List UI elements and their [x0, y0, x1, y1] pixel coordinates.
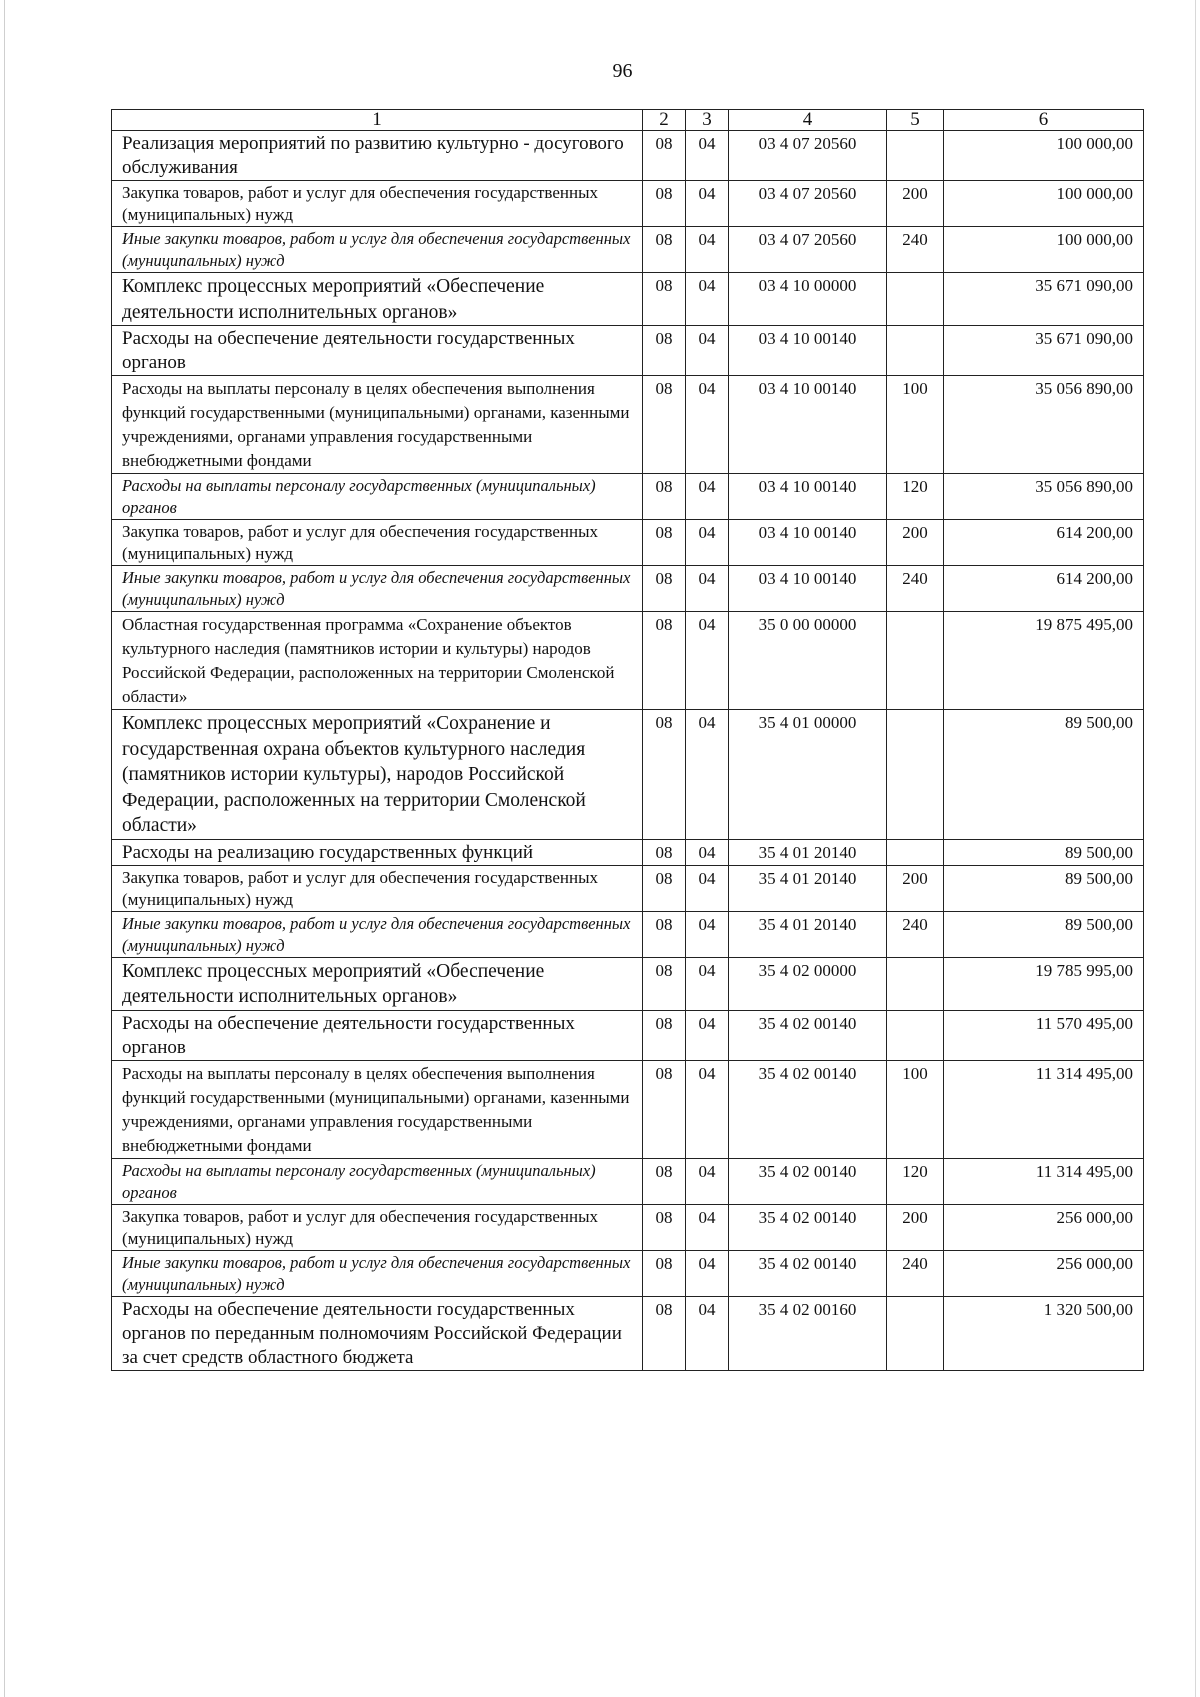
- row-name-cell: Закупка товаров, работ и услуг для обеспечения государственных (муниципальных) нужд: [112, 865, 643, 911]
- row-subsection-cell: 04: [686, 520, 729, 566]
- row-section-cell: 08: [643, 612, 686, 710]
- row-expense-type-cell: [887, 131, 944, 181]
- row-expense-type-cell: 240: [887, 911, 944, 957]
- column-header: 1: [112, 110, 643, 131]
- row-expense-type-cell: [887, 1296, 944, 1370]
- budget-table: [111, 109, 1144, 1371]
- table-row: [112, 376, 1144, 474]
- row-target-code-cell: 03 4 07 20560: [729, 227, 887, 273]
- row-subsection-cell: 04: [686, 566, 729, 612]
- row-target-code-cell: 35 4 02 00140: [729, 1250, 887, 1296]
- row-name-cell: Закупка товаров, работ и услуг для обеспечения государственных (муниципальных) нужд: [112, 181, 643, 227]
- row-expense-type-cell: 200: [887, 181, 944, 227]
- row-section-cell: 08: [643, 474, 686, 520]
- row-name-cell: Расходы на выплаты персоналу в целях обеспечения выполнения функций государственными (муниципальными) органами, казенными учреждениями, органами управления государственными внебюджетными фондами: [112, 1060, 643, 1158]
- table-row: [112, 1158, 1144, 1204]
- row-target-code-cell: 03 4 10 00140: [729, 520, 887, 566]
- row-amount-cell: 614 200,00: [944, 566, 1144, 612]
- row-target-code-cell: 35 4 02 00140: [729, 1204, 887, 1250]
- row-section-cell: 08: [643, 326, 686, 376]
- row-expense-type-cell: 100: [887, 1060, 944, 1158]
- row-section-cell: 08: [643, 911, 686, 957]
- row-expense-type-cell: 240: [887, 566, 944, 612]
- column-header: 4: [729, 110, 887, 131]
- row-name-cell: Иные закупки товаров, работ и услуг для обеспечения государственных (муниципальных) нужд: [112, 227, 643, 273]
- row-name-cell: Реализация мероприятий по развитию культурно - досугового обслуживания: [112, 131, 643, 181]
- row-amount-cell: 100 000,00: [944, 181, 1144, 227]
- row-name-cell: Комплекс процессных мероприятий «Сохранение и государственная охрана объектов культурного наследия (памятников истории культуры), народов Российской Федерации, расположенных на территории Смоленской области»: [112, 710, 643, 840]
- row-expense-type-cell: [887, 326, 944, 376]
- table-row: [112, 1060, 1144, 1158]
- row-section-cell: 08: [643, 1296, 686, 1370]
- row-section-cell: 08: [643, 566, 686, 612]
- row-amount-cell: 19 875 495,00: [944, 612, 1144, 710]
- row-section-cell: 08: [643, 839, 686, 865]
- row-name-cell: Иные закупки товаров, работ и услуг для обеспечения государственных (муниципальных) нужд: [112, 1250, 643, 1296]
- row-amount-cell: 35 671 090,00: [944, 326, 1144, 376]
- row-target-code-cell: 03 4 10 00140: [729, 474, 887, 520]
- row-amount-cell: 256 000,00: [944, 1250, 1144, 1296]
- row-amount-cell: 1 320 500,00: [944, 1296, 1144, 1370]
- table-row: [112, 1250, 1144, 1296]
- row-subsection-cell: 04: [686, 1250, 729, 1296]
- row-name-cell: Закупка товаров, работ и услуг для обеспечения государственных (муниципальных) нужд: [112, 520, 643, 566]
- page-number: 96: [612, 60, 633, 82]
- row-expense-type-cell: 200: [887, 1204, 944, 1250]
- row-section-cell: 08: [643, 273, 686, 326]
- row-expense-type-cell: 120: [887, 1158, 944, 1204]
- row-subsection-cell: 04: [686, 376, 729, 474]
- table-row: [112, 1010, 1144, 1060]
- row-subsection-cell: 04: [686, 612, 729, 710]
- row-subsection-cell: 04: [686, 865, 729, 911]
- row-name-cell: Расходы на выплаты персоналу государственных (муниципальных) органов: [112, 1158, 643, 1204]
- table-row: [112, 474, 1144, 520]
- row-subsection-cell: 04: [686, 326, 729, 376]
- row-section-cell: 08: [643, 131, 686, 181]
- row-section-cell: 08: [643, 1158, 686, 1204]
- row-subsection-cell: 04: [686, 227, 729, 273]
- row-name-cell: Закупка товаров, работ и услуг для обеспечения государственных (муниципальных) нужд: [112, 1204, 643, 1250]
- row-expense-type-cell: [887, 612, 944, 710]
- row-amount-cell: 11 314 495,00: [944, 1060, 1144, 1158]
- row-subsection-cell: 04: [686, 839, 729, 865]
- row-subsection-cell: 04: [686, 181, 729, 227]
- column-header: 3: [686, 110, 729, 131]
- row-section-cell: 08: [643, 1204, 686, 1250]
- row-subsection-cell: 04: [686, 1060, 729, 1158]
- row-amount-cell: 11 314 495,00: [944, 1158, 1144, 1204]
- row-amount-cell: 89 500,00: [944, 911, 1144, 957]
- table-row: [112, 911, 1144, 957]
- row-subsection-cell: 04: [686, 474, 729, 520]
- row-expense-type-cell: 100: [887, 376, 944, 474]
- row-subsection-cell: 04: [686, 1204, 729, 1250]
- row-amount-cell: 89 500,00: [944, 865, 1144, 911]
- row-target-code-cell: 03 4 10 00000: [729, 273, 887, 326]
- row-expense-type-cell: [887, 710, 944, 840]
- row-name-cell: Расходы на обеспечение деятельности государственных органов: [112, 326, 643, 376]
- row-section-cell: 08: [643, 376, 686, 474]
- row-subsection-cell: 04: [686, 1158, 729, 1204]
- table-row: [112, 181, 1144, 227]
- table-row: [112, 520, 1144, 566]
- table-row: [112, 710, 1144, 840]
- column-header: 5: [887, 110, 944, 131]
- row-subsection-cell: 04: [686, 1296, 729, 1370]
- row-subsection-cell: 04: [686, 710, 729, 840]
- row-amount-cell: 35 671 090,00: [944, 273, 1144, 326]
- row-amount-cell: 614 200,00: [944, 520, 1144, 566]
- row-expense-type-cell: 200: [887, 520, 944, 566]
- row-amount-cell: 11 570 495,00: [944, 1010, 1144, 1060]
- row-expense-type-cell: [887, 1010, 944, 1060]
- row-name-cell: Расходы на обеспечение деятельности государственных органов: [112, 1010, 643, 1060]
- row-name-cell: Расходы на выплаты персоналу в целях обеспечения выполнения функций государственными (муниципальными) органами, казенными учреждениями, органами управления государственными внебюджетными фондами: [112, 376, 643, 474]
- header-row: [112, 110, 1144, 131]
- row-section-cell: 08: [643, 1060, 686, 1158]
- row-target-code-cell: 35 4 01 00000: [729, 710, 887, 840]
- row-section-cell: 08: [643, 1250, 686, 1296]
- row-section-cell: 08: [643, 957, 686, 1010]
- table-row: [112, 957, 1144, 1010]
- row-target-code-cell: 35 4 01 20140: [729, 839, 887, 865]
- row-section-cell: 08: [643, 865, 686, 911]
- row-section-cell: 08: [643, 520, 686, 566]
- table-row: [112, 273, 1144, 326]
- row-expense-type-cell: [887, 957, 944, 1010]
- row-subsection-cell: 04: [686, 957, 729, 1010]
- row-name-cell: Областная государственная программа «Сохранение объектов культурного наследия (памятников истории и культуры) народов Российской Федерации, расположенных на территории Смоленской области»: [112, 612, 643, 710]
- row-target-code-cell: 35 4 02 00160: [729, 1296, 887, 1370]
- row-name-cell: Комплекс процессных мероприятий «Обеспечение деятельности исполнительных органов»: [112, 957, 643, 1010]
- table-row: [112, 1204, 1144, 1250]
- row-amount-cell: 35 056 890,00: [944, 376, 1144, 474]
- row-amount-cell: 35 056 890,00: [944, 474, 1144, 520]
- row-name-cell: Расходы на обеспечение деятельности государственных органов по переданным полномочиям Российской Федерации за счет средств областного бюджета: [112, 1296, 643, 1370]
- row-target-code-cell: 35 4 02 00140: [729, 1158, 887, 1204]
- row-section-cell: 08: [643, 181, 686, 227]
- row-subsection-cell: 04: [686, 273, 729, 326]
- row-target-code-cell: 35 0 00 00000: [729, 612, 887, 710]
- row-target-code-cell: 35 4 02 00140: [729, 1010, 887, 1060]
- row-target-code-cell: 03 4 07 20560: [729, 131, 887, 181]
- row-section-cell: 08: [643, 227, 686, 273]
- table-row: [112, 131, 1144, 181]
- row-target-code-cell: 35 4 02 00140: [729, 1060, 887, 1158]
- row-name-cell: Расходы на выплаты персоналу государственных (муниципальных) органов: [112, 474, 643, 520]
- row-amount-cell: 19 785 995,00: [944, 957, 1144, 1010]
- row-expense-type-cell: 240: [887, 1250, 944, 1296]
- row-target-code-cell: 03 4 10 00140: [729, 566, 887, 612]
- row-subsection-cell: 04: [686, 911, 729, 957]
- scan-margin-line-right: [1195, 0, 1196, 1697]
- row-target-code-cell: 03 4 10 00140: [729, 376, 887, 474]
- row-target-code-cell: 35 4 01 20140: [729, 865, 887, 911]
- row-target-code-cell: 35 4 01 20140: [729, 911, 887, 957]
- table-row: [112, 227, 1144, 273]
- table-row: [112, 1296, 1144, 1370]
- row-amount-cell: 89 500,00: [944, 710, 1144, 840]
- row-amount-cell: 256 000,00: [944, 1204, 1144, 1250]
- row-name-cell: Иные закупки товаров, работ и услуг для обеспечения государственных (муниципальных) нужд: [112, 911, 643, 957]
- table-row: [112, 326, 1144, 376]
- row-expense-type-cell: [887, 839, 944, 865]
- scan-margin-line-left: [4, 0, 5, 1697]
- row-expense-type-cell: 200: [887, 865, 944, 911]
- column-header: 6: [944, 110, 1144, 131]
- row-subsection-cell: 04: [686, 1010, 729, 1060]
- row-subsection-cell: 04: [686, 131, 729, 181]
- row-target-code-cell: 03 4 10 00140: [729, 326, 887, 376]
- row-name-cell: Расходы на реализацию государственных функций: [112, 839, 643, 865]
- row-section-cell: 08: [643, 1010, 686, 1060]
- row-amount-cell: 100 000,00: [944, 131, 1144, 181]
- table-row: [112, 839, 1144, 865]
- table-row: [112, 612, 1144, 710]
- table-body: [112, 131, 1144, 1371]
- row-section-cell: 08: [643, 710, 686, 840]
- row-target-code-cell: 03 4 07 20560: [729, 181, 887, 227]
- row-amount-cell: 89 500,00: [944, 839, 1144, 865]
- row-expense-type-cell: [887, 273, 944, 326]
- table-header: [112, 110, 1144, 131]
- table-row: [112, 865, 1144, 911]
- column-header: 2: [643, 110, 686, 131]
- row-name-cell: Иные закупки товаров, работ и услуг для обеспечения государственных (муниципальных) нужд: [112, 566, 643, 612]
- row-amount-cell: 100 000,00: [944, 227, 1144, 273]
- row-target-code-cell: 35 4 02 00000: [729, 957, 887, 1010]
- row-expense-type-cell: 120: [887, 474, 944, 520]
- table-row: [112, 566, 1144, 612]
- row-name-cell: Комплекс процессных мероприятий «Обеспечение деятельности исполнительных органов»: [112, 273, 643, 326]
- row-expense-type-cell: 240: [887, 227, 944, 273]
